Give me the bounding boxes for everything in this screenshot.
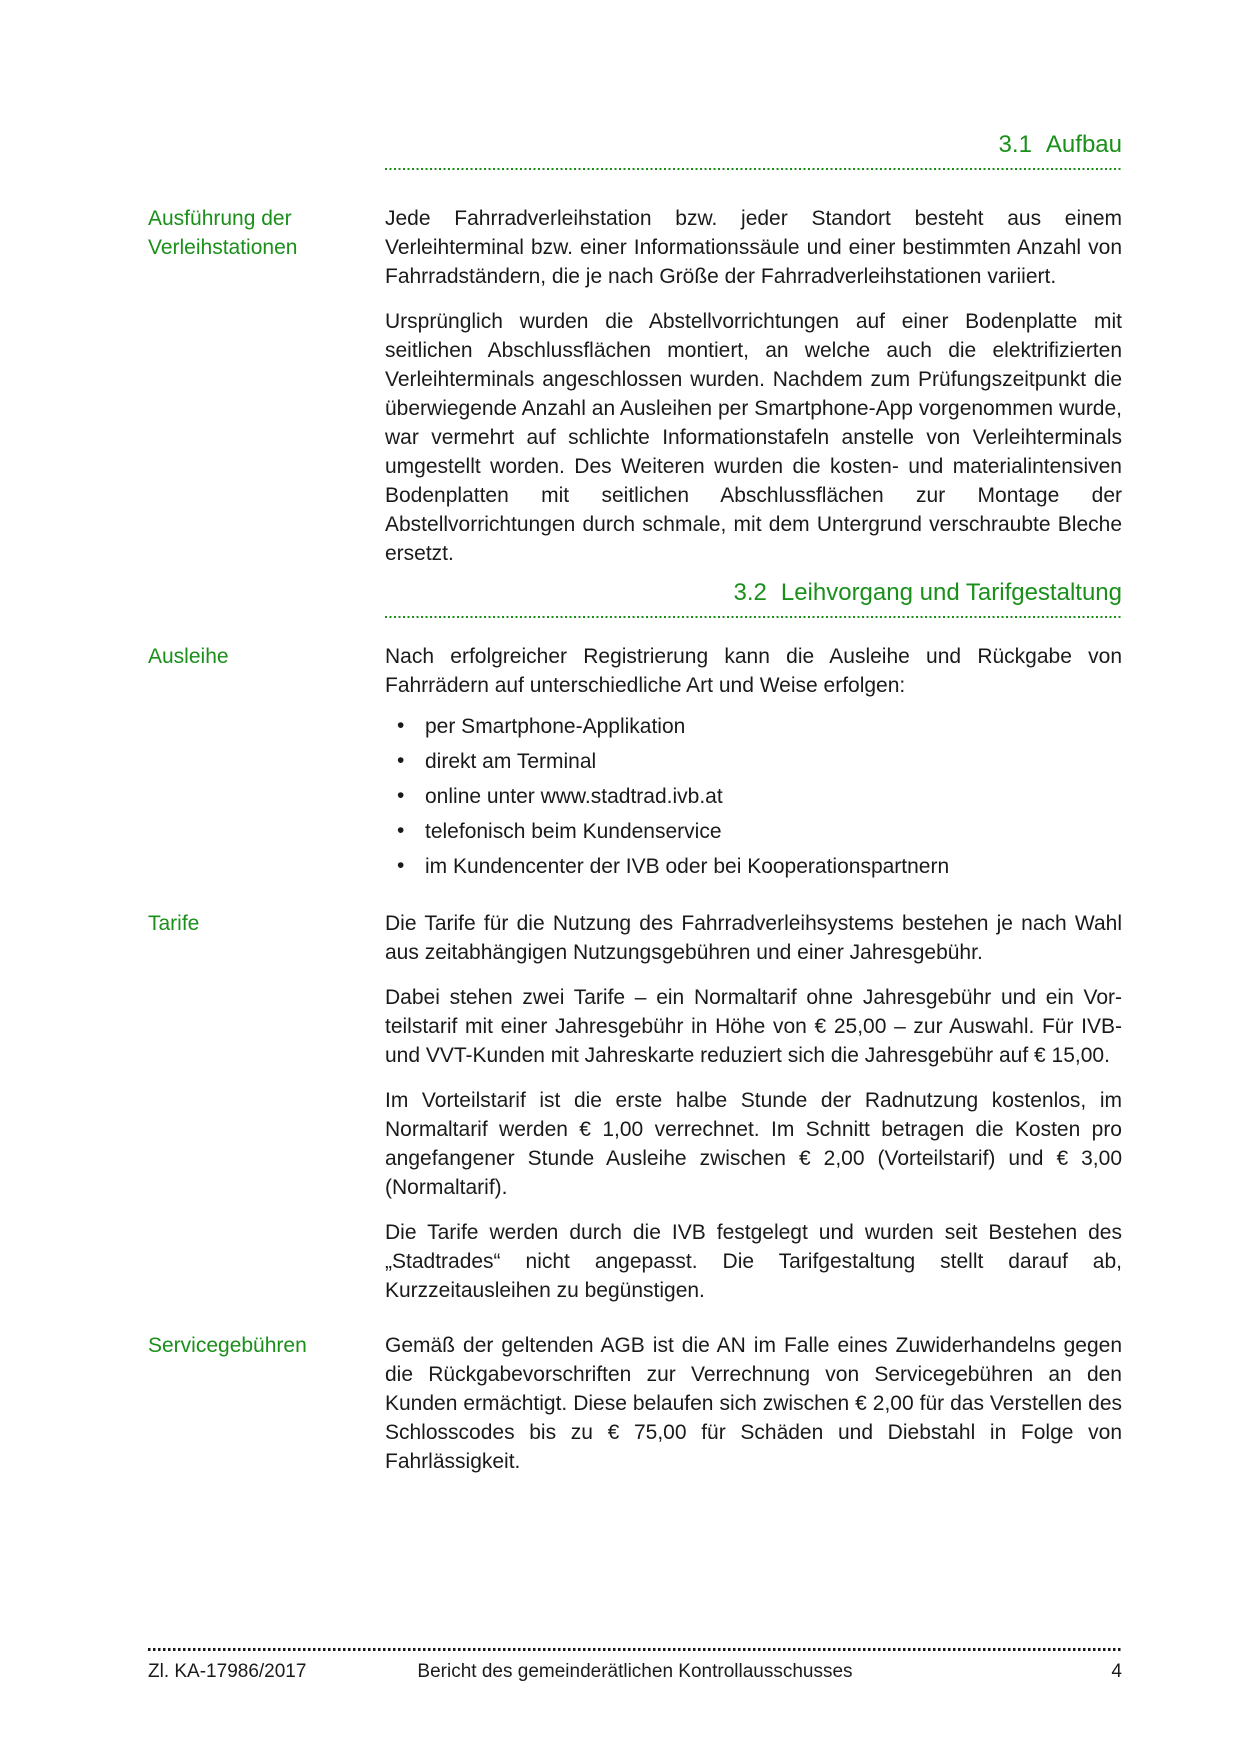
paragraph: Nach erfolgreicher Registrierung kann die Ausleihe und Rückgabe von Fahrrädern auf unterschiedliche Art und Weise erfolgen: xyxy=(385,645,1122,697)
heading-dotted-rule xyxy=(385,616,1122,618)
section-title: Leihvorgang und Tarifgestaltung xyxy=(780,579,1122,606)
margin-label-ausleihe: Ausleihe xyxy=(148,645,229,668)
paragraph: Ursprünglich wurden die Abstellvorrichtungen auf einer Bodenplatte mit seitlichen Abschlussflächen montiert, an welche auch die elektrifizierten Verleihterminals angeschlossen wurden. Nachdem zum Prüfungszeitpunkt die überwiegende Anzahl an Ausleihen per Smartphone-App vorgenommen wurde, war vermehrt auf schlichte Informationstafeln anstelle von Verleihterminals umgestellt worden. Des Weiteren wurden die kosten- und materialintensiven Bodenplatten mit seitlichen Abschlussflächen zur Montage der Abstellvorrichtungen durch schmale, mit dem Untergrund verschraubte Bleche ersetzt. xyxy=(385,310,1122,565)
section-title: Aufbau xyxy=(1045,131,1122,158)
paragraph: Die Tarife werden durch die IVB festgelegt und wurden seit Bestehen des „Stadtrades“ nicht angepasst. Die Tarifgestaltung stellt darauf ab, Kurzzeitausleihen zu begünstigen. xyxy=(385,1221,1122,1302)
section-heading-3-1 xyxy=(385,130,1122,168)
bullet-icon: • xyxy=(397,714,405,737)
bullet-icon: • xyxy=(397,784,405,807)
heading-dotted-rule xyxy=(385,168,1122,170)
bullet-item-label: im Kundencenter der IVB oder bei Kooperationspartnern xyxy=(425,855,950,878)
section-number: 3.1 xyxy=(998,131,1032,158)
bullet-item xyxy=(385,712,1122,741)
bullet-item xyxy=(385,747,1122,776)
section-heading-row-31 xyxy=(148,130,1122,170)
paragraph: Im Vorteilstarif ist die erste halbe Stunde der Radnutzung kostenlos, im Normaltarif werden € 1,00 verrechnet. Im Schnitt betragen die Kosten pro angefangener Stunde Ausleihe zwischen € 2,00 (Vorteilstarif) und € 3,00 (Normaltarif). xyxy=(385,1089,1122,1199)
footer-title: Bericht des gemeinderätlichen Kontrollausschusses xyxy=(417,1661,853,1682)
bullet-item xyxy=(385,782,1122,811)
bullet-item xyxy=(385,852,1122,881)
page-content xyxy=(148,130,1122,1476)
margin-label-tarife: Tarife xyxy=(148,912,200,935)
footer-reference-number: Zl. KA-17986/2017 xyxy=(148,1661,307,1682)
bullet-icon: • xyxy=(397,749,405,772)
bullet-item-label: telefonisch beim Kundenservice xyxy=(425,820,722,843)
margin-label-ausfuehrung: Ausführung der Verleihstationen xyxy=(148,207,298,259)
bullet-item xyxy=(385,817,1122,846)
footer-page-number: 4 xyxy=(1111,1661,1122,1682)
section-heading-3-2 xyxy=(385,578,1122,616)
bullet-icon: • xyxy=(397,854,405,877)
bullet-icon: • xyxy=(397,819,405,842)
bullet-item-label: online unter www.stadtrad.ivb.at xyxy=(425,785,723,808)
bullet-item-label: per Smartphone-Applikation xyxy=(425,715,686,738)
margin-label-servicegebuehren: Servicegebühren xyxy=(148,1334,307,1357)
paragraph: Jede Fahrradverleihstation bzw. jeder Standort besteht aus einem Verleihterminal bzw. einer Informationssäule und einer bestimmten Anzahl von Fahrradständern, die je nach Größe der Fahrradverleihstationen variiert. xyxy=(385,207,1122,288)
page-footer xyxy=(148,1648,1122,1684)
section-ausfuehrung xyxy=(148,204,1122,568)
paragraph: Die Tarife für die Nutzung des Fahrradverleihsystems bestehen je nach Wahl aus zeitabhängigen Nutzungsgebühren und einer Jahresgebühr. xyxy=(385,912,1122,964)
section-number: 3.2 xyxy=(733,579,767,606)
bullet-list xyxy=(385,712,1122,881)
section-tarife xyxy=(148,909,1122,1305)
paragraph: Dabei stehen zwei Tarife – ein Normaltarif ohne Jahresgebühr und ein Vor-teilstarif mit einer Jahresgebühr in Höhe von € 25,00 – zur Auswahl. Für IVB- und VVT-Kunden mit Jahreskarte reduziert sich die Jahresgebühr auf € 15,00. xyxy=(385,986,1122,1067)
section-ausleihe xyxy=(148,642,1122,887)
paragraph: Gemäß der geltenden AGB ist die AN im Falle eines Zuwiderhandelns gegen die Rückgabevorschriften zur Verrechnung von Servicegebühren an den Kunden ermächtigt. Diese belaufen sich zwischen € 2,00 für das Verstellen des Schlosscodes bis zu € 75,00 für Schäden und Diebstahl in Folge von Fahrlässigkeit. xyxy=(385,1334,1122,1473)
section-heading-row-32 xyxy=(148,578,1122,618)
bullet-item-label: direkt am Terminal xyxy=(425,750,597,773)
section-servicegebuehren xyxy=(148,1331,1122,1476)
